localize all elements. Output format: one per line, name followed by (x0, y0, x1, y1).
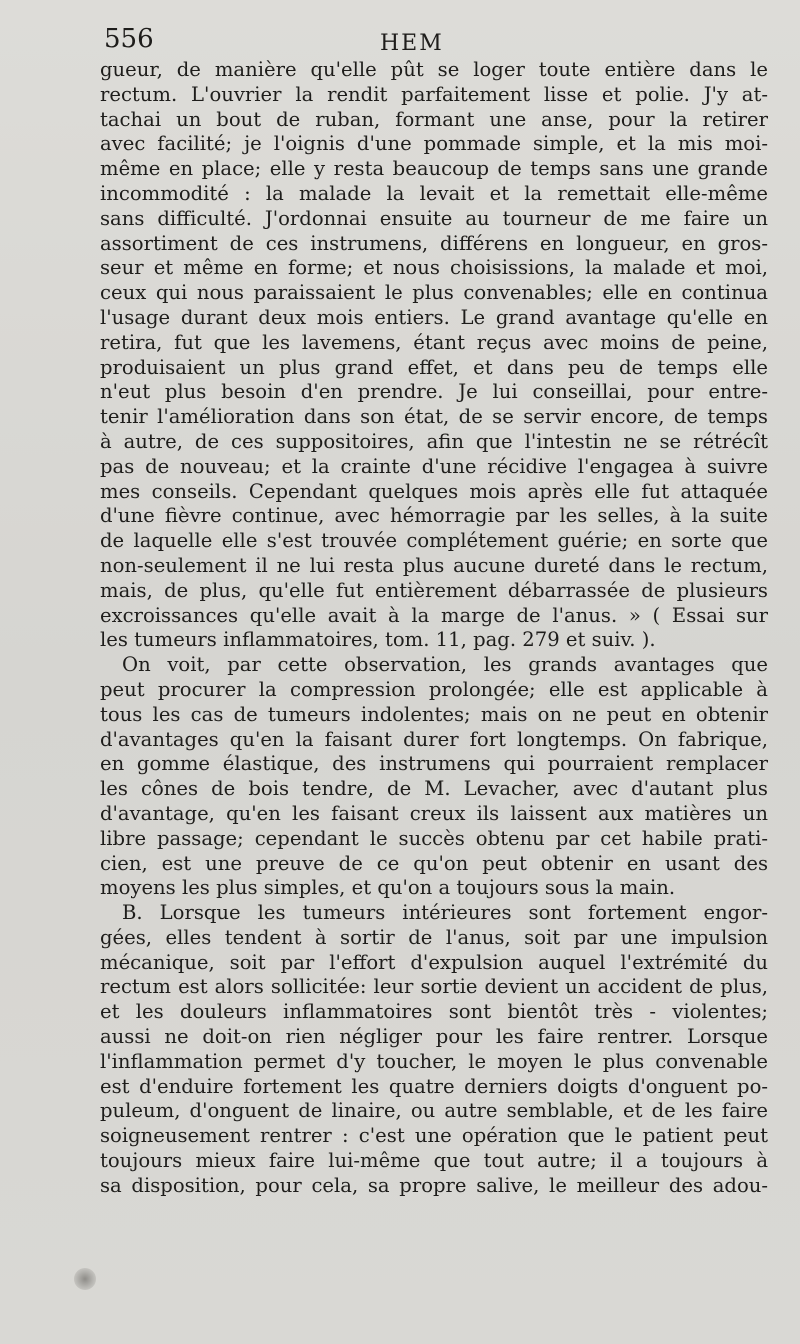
text-line: assortiment de ces instrumens, différens en longueur, en gros- (100, 231, 768, 255)
text-line: pas de nouveau; et la crainte d'une récidive l'engagea à suivre (100, 454, 768, 478)
text-line: mécanique, soit par l'effort d'expulsion auquel l'extrémité du (100, 950, 768, 974)
text-line: rectum est alors sollicitée: leur sortie devient un accident de plus, (100, 975, 768, 999)
text-line: l'inflammation permet d'y toucher, le moyen le plus convenable (100, 1049, 768, 1073)
text-line: B. Lorsque les tumeurs intérieures sont fortement engor- (122, 901, 768, 925)
text-line: n'eut plus besoin d'en prendre. Je lui conseillai, pour entre- (100, 380, 768, 404)
text-line: les cônes de bois tendre, de M. Levacher, avec d'autant plus (100, 777, 768, 801)
text-line: puleum, d'onguent de linaire, ou autre semblable, et de les faire (100, 1099, 768, 1123)
text-line: ceux qui nous paraissaient le plus convenables; elle en continua (100, 281, 768, 305)
text-line: cien, est une preuve de ce qu'on peut obtenir en usant des (100, 851, 768, 875)
text-line: de laquelle elle s'est trouvée complétement guérie; en sorte que (100, 529, 768, 553)
text-line: mais, de plus, qu'elle fut entièrement débarrassée de plusieurs (100, 578, 768, 602)
text-line: gueur, de manière qu'elle pût se loger toute entière dans le (100, 58, 768, 81)
text-line: l'usage durant deux mois entiers. Le grand avantage qu'elle en (100, 305, 768, 329)
text-line: gées, elles tendent à sortir de l'anus, soit par une impulsion (100, 925, 768, 949)
text-line: sa disposition, pour cela, sa propre salive, le meilleur des adou- (100, 1173, 768, 1197)
text-line: libre passage; cependant le succès obtenu par cet habile prati- (100, 826, 768, 850)
text-line: moyens les plus simples, et qu'on a toujours sous la main. (100, 876, 676, 900)
running-head: HEM (380, 31, 444, 56)
text-line: retira, fut que les lavemens, étant reçus avec moins de peine, (100, 330, 768, 354)
page-number: 556 (104, 24, 154, 54)
text-line: aussi ne doit-on rien négliger pour les faire rentrer. Lorsque (100, 1025, 768, 1049)
text-line: en gomme élastique, des instrumens qui pourraient remplacer (100, 752, 768, 776)
text-line: excroissances qu'elle avait à la marge de l'anus. » ( Essai sur (100, 603, 768, 627)
body-text (100, 58, 768, 1199)
text-line: même en place; elle y resta beaucoup de temps sans une grande (100, 157, 768, 181)
text-line: seur et même en forme; et nous choisissions, la malade et moi, (100, 256, 768, 280)
text-line: soigneusement rentrer : c'est une opération que le patient peut (100, 1124, 768, 1148)
text-line: les tumeurs inflammatoires, tom. 11, pag. 279 et suiv. ). (100, 628, 656, 652)
text-line: et les douleurs inflammatoires sont bientôt très - violentes; (100, 1000, 768, 1024)
text-line: non-seulement il ne lui resta plus aucune dureté dans le rectum, (100, 553, 768, 577)
text-line: tachai un bout de ruban, formant une anse, pour la retirer (100, 107, 768, 131)
text-line: incommodité : la malade la levait et la remettait elle-même (100, 181, 768, 205)
text-line: d'avantage, qu'en les faisant creux ils laissent aux matières un (100, 801, 768, 825)
text-line: rectum. L'ouvrier la rendit parfaitement lisse et polie. J'y at- (100, 82, 768, 106)
text-line: d'une fièvre continue, avec hémorragie par les selles, à la suite (100, 504, 768, 528)
text-line: est d'enduire fortement les quatre derniers doigts d'onguent po- (100, 1074, 768, 1098)
text-line: tous les cas de tumeurs indolentes; mais on ne peut en obtenir (100, 702, 768, 726)
text-line: à autre, de ces suppositoires, afin que l'intestin ne se rétrécît (100, 429, 768, 453)
text-line: mes conseils. Cependant quelques mois après elle fut attaquée (100, 479, 768, 503)
text-line: toujours mieux faire lui-même que tout autre; il a toujours à (100, 1149, 768, 1173)
text-line: sans difficulté. J'ordonnai ensuite au tourneur de me faire un (100, 206, 768, 230)
text-line: produisaient un plus grand effet, et dans peu de temps elle (100, 355, 768, 379)
text-line: peut procurer la compression prolongée; elle est applicable à (100, 677, 768, 701)
text-line: avec facilité; je l'oignis d'une pommade simple, et la mis moi- (100, 132, 768, 156)
text-line: On voit, par cette observation, les grands avantages que (122, 653, 768, 677)
paper-stain (74, 1268, 96, 1290)
text-line: tenir l'amélioration dans son état, de se servir encore, de temps (100, 405, 768, 429)
text-line: d'avantages qu'en la faisant durer fort longtemps. On fabrique, (100, 727, 768, 751)
